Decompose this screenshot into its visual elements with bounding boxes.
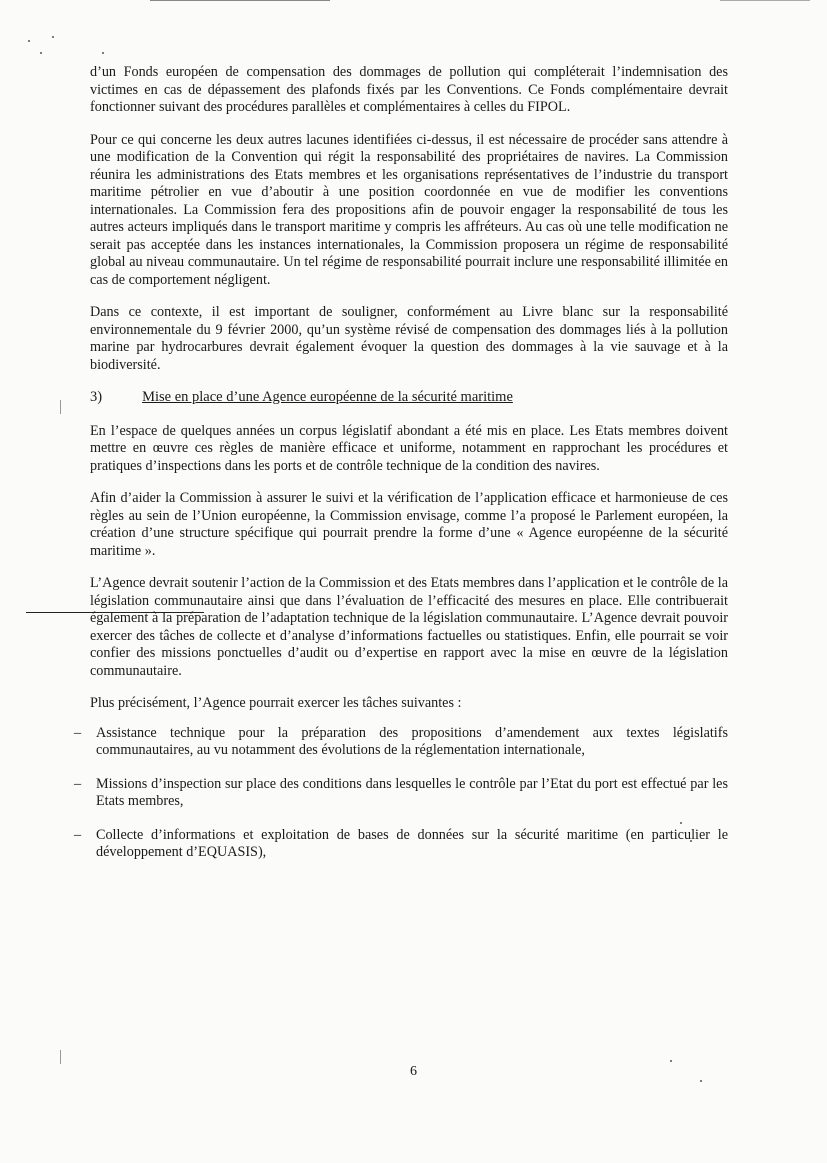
scan-speck (700, 1080, 702, 1082)
list-item (74, 775, 728, 811)
paragraph (90, 132, 728, 290)
scan-speck (40, 52, 42, 54)
list-item (74, 724, 728, 760)
paragraph (90, 490, 728, 560)
paragraph-text: d’un Fonds européen de compensation des dommages de pollution qui compléterait l’indemnisation des victimes en cas de dépassement des plafonds fixés par les Conventions. Ce Fonds complémentaire devrait fonctionner suivant des procédures parallèles et complémentaires à celles du FIPOL. (90, 64, 728, 115)
scan-artifact-line (60, 1050, 61, 1064)
paragraph-text: Plus précisément, l’Agence pourrait exercer les tâches suivantes : (90, 695, 462, 711)
paragraph-text: En l’espace de quelques années un corpus législatif abondant a été mis en place. Les Etats membres doivent mettre en œuvre ces règles de manière efficace et uniforme, notamment en rapprochant les procédures et pratiques d’inspections dans les ports et de contrôle technique de la condition des navires. (90, 422, 728, 474)
paragraph (90, 64, 728, 117)
scan-speck (102, 52, 104, 54)
bullet-dash: – (74, 826, 82, 843)
scan-speck (28, 40, 30, 42)
task-list (74, 724, 728, 862)
body-text (74, 64, 728, 878)
paragraph-text: Afin d’aider la Commission à assurer le suivi et la vérification de l’application efficace et harmonieuse de ces règles au sein de l’Union européenne, la Commission envisage, comme l’a proposé le Parlement européen, la création d’une structure spécifique qui pourrait prendre la forme d’une « Agence européenne de la sécurité maritime ». (90, 490, 728, 559)
scan-speck (670, 1060, 672, 1062)
list-item-text: Assistance technique pour la préparation des propositions d’amendement aux textes législatifs communautaires, au vu notamment des évolutions de la réglementation internationale, (96, 724, 728, 758)
paragraph-text: Dans ce contexte, il est important de souligner, conformément au Livre blanc sur la responsabilité environnementale du 9 février 2000, qu’un système révisé de compensation des dommages liés à la pollution marine par hydrocarbures devrait également évoquer la question des dommages à la vie sauvage et à la biodiversité. (90, 304, 728, 373)
bullet-dash: – (74, 724, 82, 741)
paragraph-text: Pour ce qui concerne les deux autres lacunes identifiées ci-dessus, il est nécessaire de procéder sans attendre à une modification de la Convention qui régit la responsabilité des propriétaires de navires. La Commission réunira les administrations des Etats membres et les organisations représentatives de l’industrie du transport maritime pétrolier en vue d’aboutir à une position coordonnée en vue de modifier les conventions internationales. La Commission fera des propositions afin de pouvoir engager la responsabilité de tous les autres acteurs impliqués dans le transport maritime y compris les affréteurs. Au cas où une telle modification ne serait pas acceptée dans les instances internationales, la Commission proposera un régime de responsabilité global au niveau communautaire. Un tel régime de responsabilité pourrait inclure une responsabilité illimitée en cas de comportement négligent. (90, 131, 728, 288)
section-heading (90, 389, 728, 407)
scan-speck (52, 36, 54, 38)
bullet-dash: – (74, 775, 82, 792)
paragraph (90, 575, 728, 680)
list-item-text: Missions d’inspection sur place des conditions dans lesquelles le contrôle par l’Etat du port est effectué par les Etats membres, (96, 775, 728, 809)
list-item (74, 826, 728, 862)
scan-artifact-line (60, 400, 61, 414)
paragraph (90, 304, 728, 374)
paragraph-text: L’Agence devrait soutenir l’action de la Commission et des Etats membres dans l’application et le contrôle de la législation communautaire ainsi que dans l’évaluation de l’efficacité des mesures en place. Elle contribuerait également à la préparation de l’adaptation technique de la législation communautaire. L’Agence devrait pouvoir exercer des tâches de collecte et d’analyse d’informations factuelles ou statistiques. Enfin, elle pourrait se voir confier des missions ponctuelles d’audit ou d’expertise en rapport avec la mise en œuvre de la législation communautaire. (90, 575, 728, 679)
list-item-text: Collecte d’informations et exploitation de bases de données sur la sécurité maritime (en particulier le développement d’EQUASIS), (96, 826, 728, 860)
scan-artifact-line (150, 0, 330, 1)
page-number: 6 (410, 1064, 417, 1079)
section-title: Mise en place d’une Agence européenne de la sécurité maritime (142, 389, 513, 405)
paragraph (90, 695, 728, 713)
section-number: 3) (90, 389, 103, 405)
paragraph (90, 423, 728, 476)
scan-artifact-line (720, 0, 810, 1)
